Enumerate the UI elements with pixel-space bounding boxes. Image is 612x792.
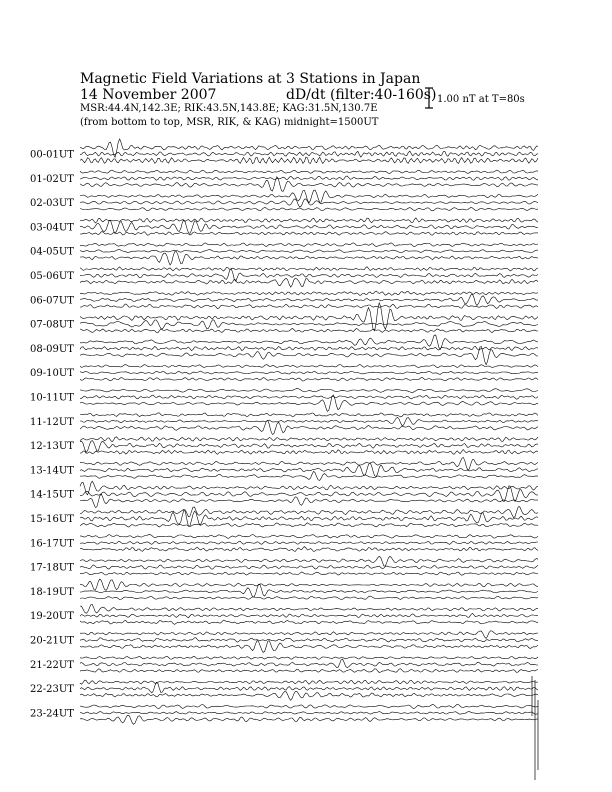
trace-kag [80, 457, 538, 470]
trace-rik [80, 320, 538, 329]
hour-label: 10-11UT [30, 392, 74, 404]
trace-kag [80, 437, 538, 442]
trace-msr [80, 420, 538, 434]
hour-label: 21-22UT [30, 659, 74, 671]
trace-rik [80, 176, 538, 180]
trace-msr [80, 547, 538, 552]
chart-title: Magnetic Field Variations at 3 Stations in Japan [80, 71, 421, 87]
hour-label: 09-10UT [30, 368, 74, 380]
hour-label: 06-07UT [30, 295, 74, 307]
trace-order-note: (from bottom to top, MSR, RIK, & KAG) midnight=1500UT [80, 117, 379, 128]
trace-msr [80, 450, 538, 455]
scale-bar [425, 88, 433, 108]
trace-rik [80, 395, 538, 399]
component-filter-label: dD/dt (filter:40-160s) [286, 87, 437, 103]
station-coordinates: MSR:44.4N,142.3E; RIK:43.5N,143.8E; KAG:31.5N,130.7E [80, 103, 378, 114]
trace-rik [80, 565, 538, 569]
trace-msr [80, 669, 538, 673]
trace-kag [80, 243, 538, 247]
hour-label: 20-21UT [30, 635, 74, 647]
trace-rik [80, 417, 538, 425]
trace-kag [80, 364, 538, 367]
trace-kag [80, 291, 538, 295]
hour-label: 05-06UT [30, 271, 74, 282]
trace-rik [80, 712, 538, 715]
trace-rik [80, 294, 538, 305]
trace-kag [80, 190, 538, 203]
trace-kag [80, 631, 538, 639]
trace-msr [80, 691, 538, 700]
trace-rik [80, 541, 538, 544]
hour-label: 22-23UT [30, 684, 74, 696]
trace-msr [80, 347, 538, 365]
trace-kag [80, 680, 538, 684]
trace-rik [80, 346, 538, 350]
trace-msr [80, 715, 538, 724]
trace-msr [80, 572, 538, 575]
trace-msr [80, 596, 538, 600]
trace-rik [80, 463, 538, 477]
hour-label: 18-19UT [30, 586, 74, 598]
trace-kag [80, 656, 538, 659]
trace-kag [80, 604, 538, 613]
trace-kag [80, 534, 538, 538]
trace-kag [80, 267, 538, 271]
trace-kag [80, 481, 538, 495]
hour-label: 17-18UT [30, 562, 74, 574]
trace-rik [80, 659, 538, 668]
trace-msr [80, 208, 538, 211]
trace-end-spike [532, 676, 538, 780]
hour-label: 16-17UT [30, 538, 74, 550]
trace-kag [80, 556, 538, 566]
hour-label: 00-01UT [30, 149, 74, 161]
trace-msr [80, 471, 538, 480]
trace-msr [80, 641, 538, 653]
hour-label: 12-13UT [30, 441, 74, 453]
hour-label: 03-04UT [30, 222, 74, 234]
trace-msr [80, 620, 538, 624]
trace-rik [80, 638, 538, 642]
trace-kag [80, 170, 538, 173]
trace-rik [80, 371, 538, 374]
hour-label: 15-16UT [30, 514, 74, 525]
trace-kag [80, 389, 538, 393]
trace-kag [80, 303, 538, 331]
hour-label: 08-09UT [30, 343, 74, 355]
hour-label: 07-08UT [30, 319, 74, 331]
trace-msr [80, 494, 538, 507]
hour-label: 04-05UT [30, 246, 74, 258]
hour-label: 23-24UT [30, 708, 74, 720]
trace-kag [80, 579, 538, 590]
trace-msr [80, 251, 538, 265]
hour-label: 19-20UT [30, 611, 74, 623]
trace-kag [80, 335, 538, 349]
trace-msr [80, 328, 538, 332]
hour-label: 13-14UT [30, 465, 74, 477]
trace-msr [80, 157, 538, 164]
date-label: 14 November 2007 [80, 87, 217, 103]
trace-kag [80, 413, 538, 417]
scale-bar-label: 1.00 nT at T=80s [437, 94, 525, 105]
trace-rik [80, 151, 538, 157]
trace-rik [80, 250, 538, 253]
hour-label: 02-03UT [30, 198, 74, 210]
hour-label: 01-02UT [30, 173, 74, 185]
trace-msr [80, 304, 538, 309]
trace-msr [80, 278, 538, 287]
trace-kag [80, 704, 538, 708]
trace-rik [80, 441, 538, 453]
hour-label: 11-12UT [30, 416, 74, 428]
trace-msr [80, 177, 538, 192]
trace-kag [80, 218, 538, 223]
hour-label: 14-15UT [30, 489, 74, 501]
trace-msr [80, 377, 538, 381]
trace-msr [80, 232, 538, 236]
trace-msr [80, 523, 538, 527]
trace-rik [80, 613, 538, 617]
